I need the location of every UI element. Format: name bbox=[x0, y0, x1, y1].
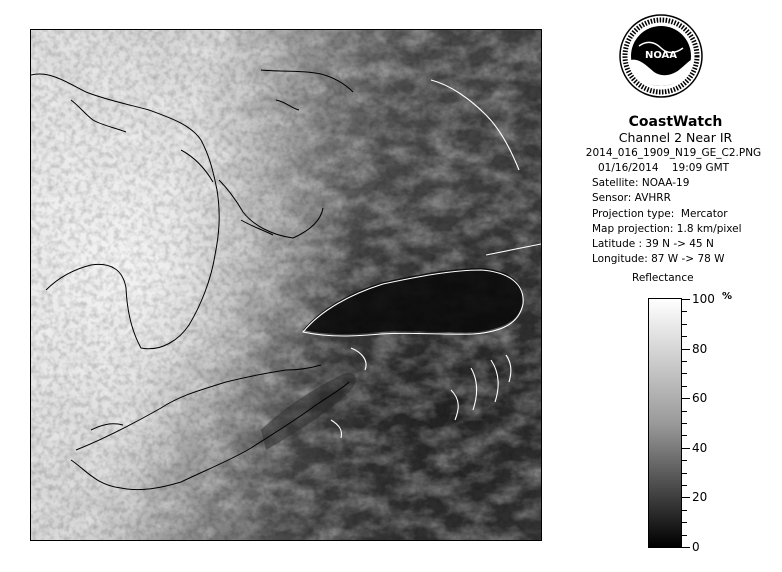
minor-tick bbox=[682, 386, 687, 387]
logo-center-text: NOAA bbox=[644, 50, 678, 61]
tick-label-0: 0 bbox=[692, 540, 700, 554]
file-name: 2014_016_1909_N19_GE_C2.PNG bbox=[585, 147, 762, 159]
minor-tick bbox=[682, 423, 687, 424]
major-tick bbox=[682, 398, 690, 399]
scale-title: Reflectance bbox=[632, 272, 694, 284]
tick-label-40: 40 bbox=[692, 441, 708, 455]
satellite-image bbox=[30, 29, 542, 541]
minor-tick bbox=[682, 473, 687, 474]
minor-tick bbox=[682, 336, 687, 337]
scale-unit: % bbox=[722, 291, 733, 302]
tick-label-80: 80 bbox=[692, 342, 708, 356]
info-panel bbox=[558, 114, 773, 267]
latitude-label: Latitude : 39 N -> 45 N bbox=[592, 238, 714, 251]
major-tick bbox=[682, 497, 690, 498]
product-title: CoastWatch bbox=[628, 114, 723, 130]
sensor-label: Sensor: AVHRR bbox=[592, 192, 671, 205]
major-tick bbox=[682, 448, 690, 449]
minor-tick bbox=[682, 485, 687, 486]
minor-tick bbox=[682, 510, 687, 511]
tick-label-20: 20 bbox=[692, 490, 708, 504]
satellite-image-canvas bbox=[31, 30, 542, 541]
minor-tick bbox=[682, 411, 687, 412]
tick-label-100: 100 bbox=[692, 292, 715, 306]
major-tick bbox=[682, 299, 690, 300]
minor-tick bbox=[682, 522, 687, 523]
major-tick bbox=[682, 349, 690, 350]
minor-tick bbox=[682, 535, 687, 536]
satellite-label: Satellite: NOAA-19 bbox=[592, 177, 690, 190]
longitude-label: Longitude: 87 W -> 78 W bbox=[592, 253, 725, 266]
minor-tick bbox=[682, 435, 687, 436]
minor-tick bbox=[682, 361, 687, 362]
noaa-seal-icon bbox=[619, 14, 703, 98]
projection-type-label: Projection type: Mercator bbox=[592, 207, 728, 220]
major-tick bbox=[682, 547, 690, 548]
channel-subtitle: Channel 2 Near IR bbox=[618, 130, 733, 145]
minor-tick bbox=[682, 324, 687, 325]
map-projection-label: Map projection: 1.8 km/pixel bbox=[592, 222, 742, 235]
tick-label-60: 60 bbox=[692, 391, 708, 405]
noaa-logo bbox=[619, 14, 703, 98]
reflectance-colorbar bbox=[648, 298, 682, 548]
minor-tick bbox=[682, 311, 687, 312]
minor-tick bbox=[682, 460, 687, 461]
date-time: 01/16/2014 19:09 GMT bbox=[598, 162, 730, 174]
minor-tick bbox=[682, 373, 687, 374]
